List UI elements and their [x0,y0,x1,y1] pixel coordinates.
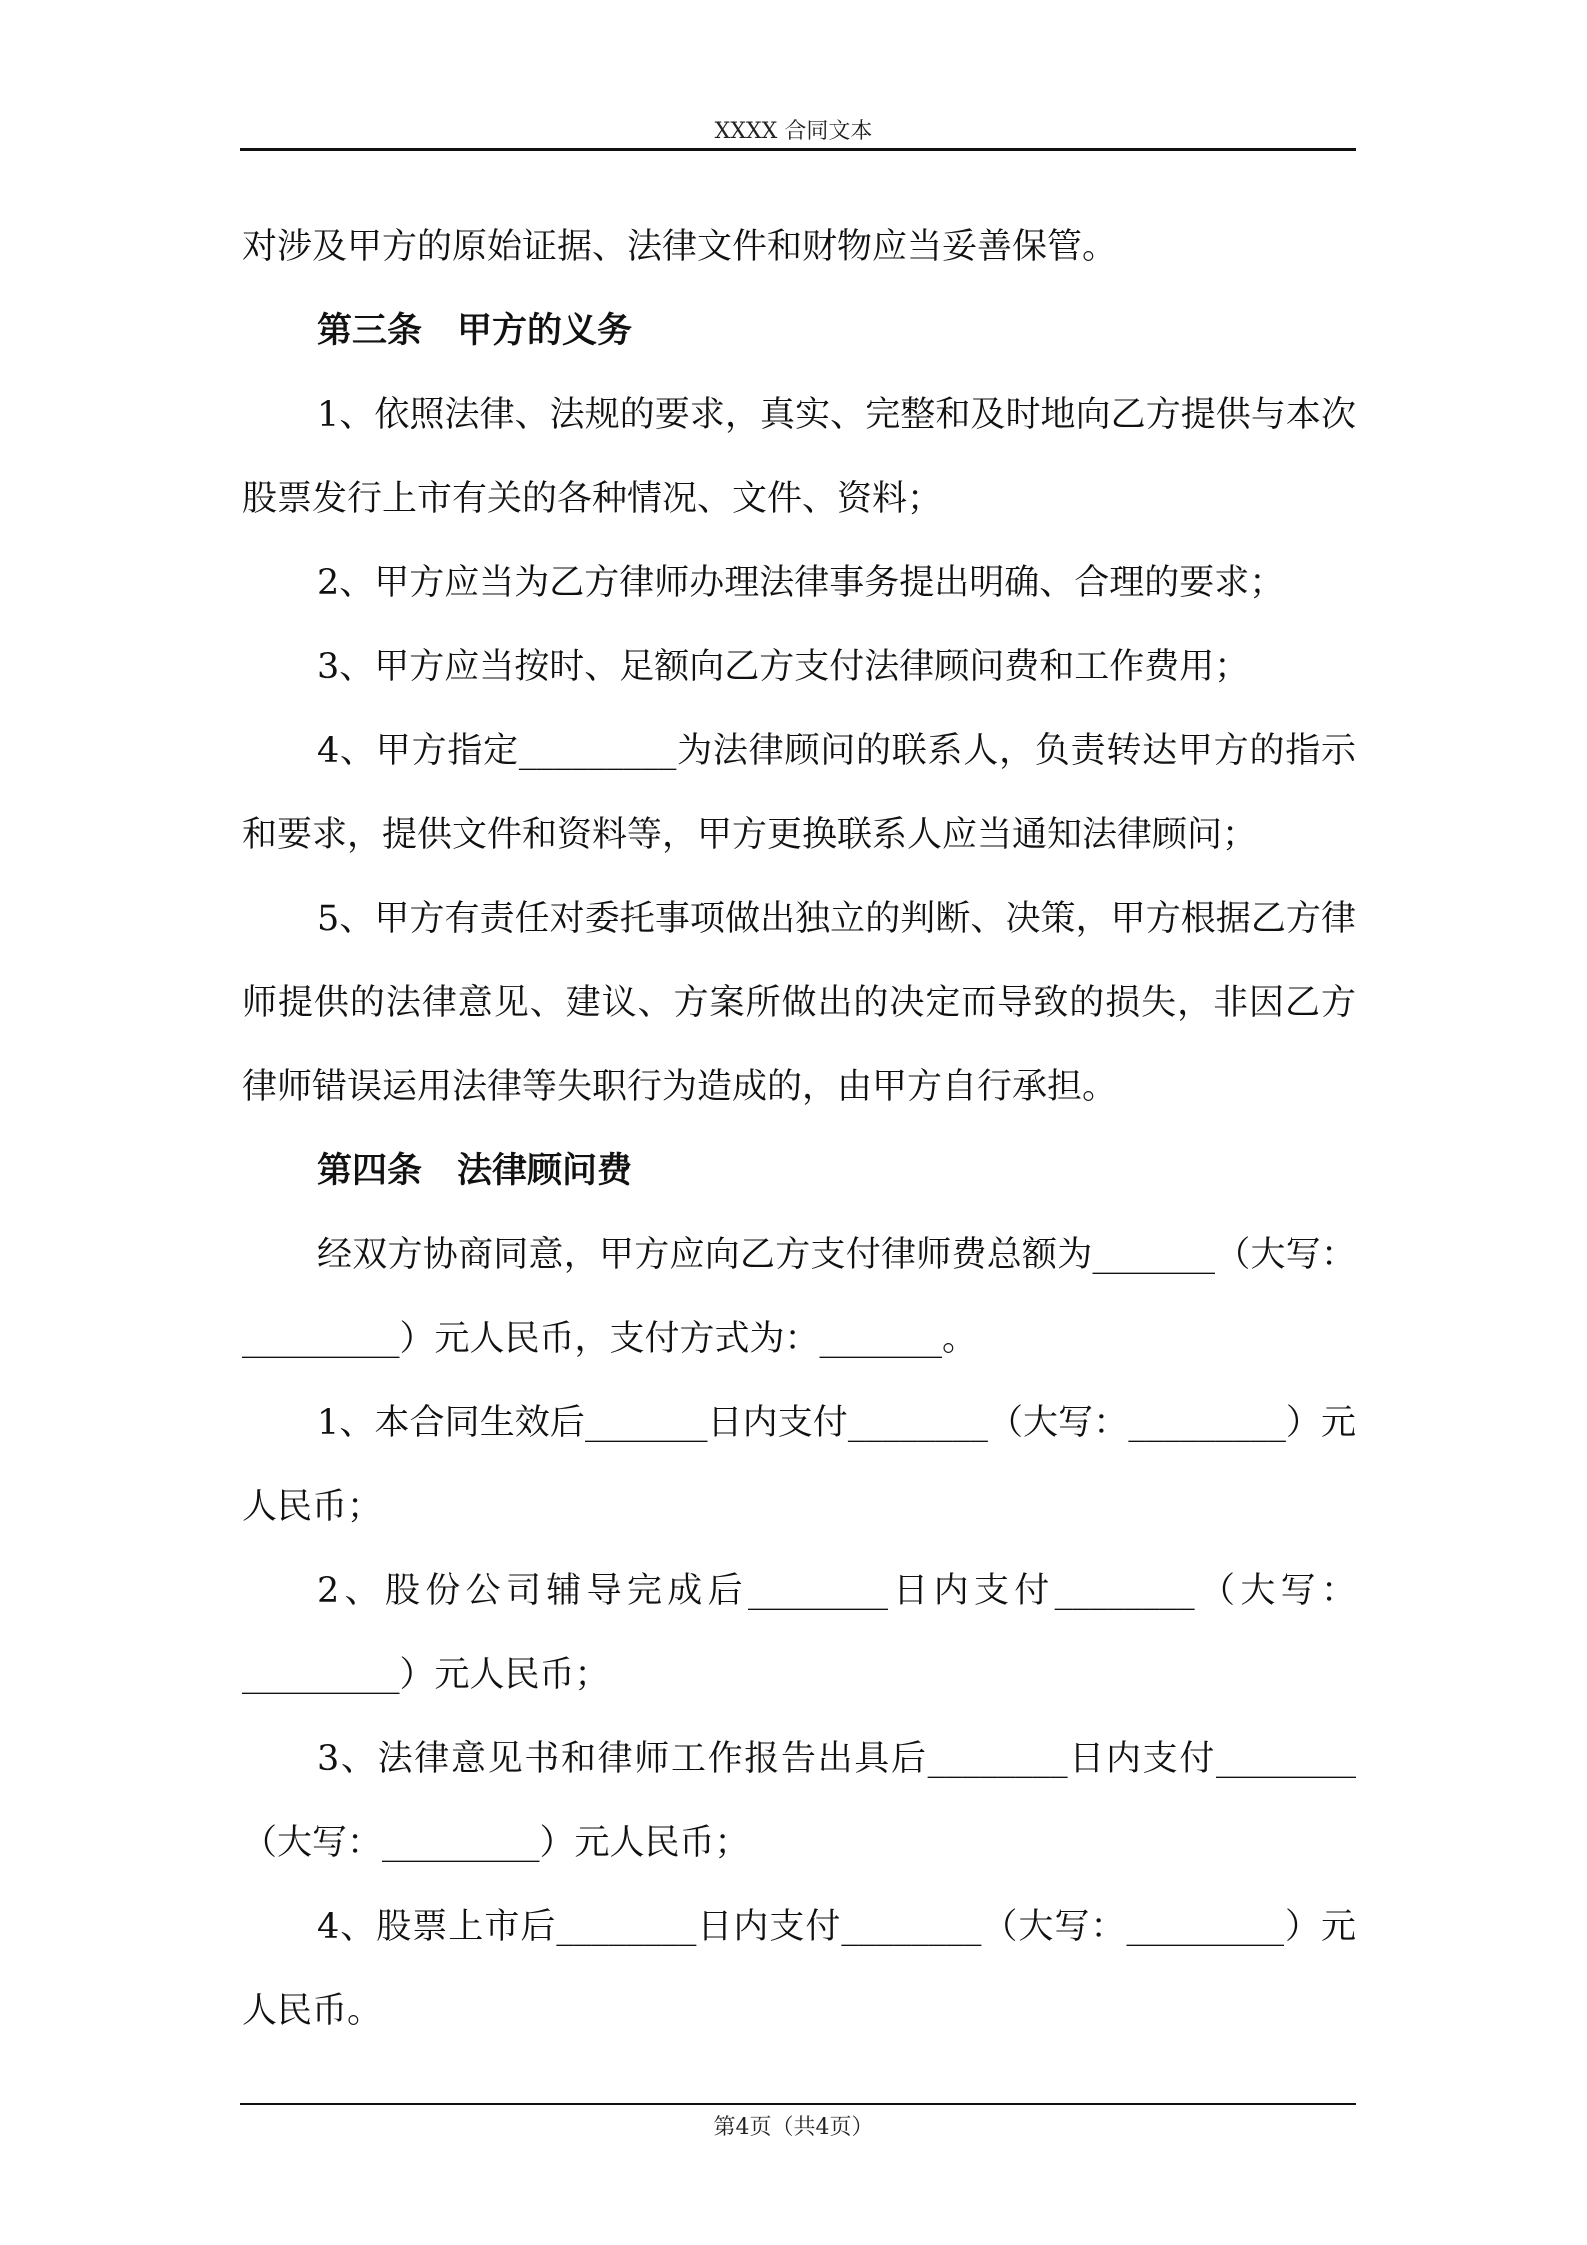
article-3-item-5: 5、甲方有责任对委托事项做出独立的判断、决策，甲方根据乙方律师提供的法律意见、建议、方案所做出的决定而导致的损失，非因乙方律师错误运用法律等失职行为造成的，由甲方自行承担。 [242,899,1356,1107]
page-footer: 第4页（共4页） [713,2115,874,2140]
article-3-item-4: 4、甲方指定_________为法律顾问的联系人，负责转达甲方的指示和要求，提供文件和资料等，甲方更换联系人应当通知法律顾问； [242,731,1356,855]
article-4-intro: 经双方协商同意，甲方应向乙方支付律师费总额为_______（大写：_________）元人民币，支付方式为：_______。 [242,1235,1356,1359]
article-3-item-2: 2、甲方应当为乙方律师办理法律事务提出明确、合理的要求； [317,563,1285,603]
article-3-item-1: 1、依照法律、法规的要求，真实、完整和及时地向乙方提供与本次股票发行上市有关的各种情况、文件、资料； [242,395,1356,519]
footer-rule [240,2103,1356,2105]
header-rule [240,148,1356,151]
article-3-item-3: 3、甲方应当按时、足额向乙方支付法律顾问费和工作费用； [317,647,1250,687]
article-4-number: 第四条 [317,1150,423,1191]
article-4-item-3: 3、法律意见书和律师工作报告出具后________日内支付________（大写：_________）元人民币； [242,1739,1356,1863]
article-4-heading [242,1129,1356,1213]
document-body [242,205,1356,2053]
article-4-title: 法律顾问费 [457,1150,633,1191]
article-4-item-2: 2、股份公司辅导完成后________日内支付________（大写：_________）元人民币； [242,1571,1356,1695]
article-3-number: 第三条 [317,310,423,351]
article-4-item-4: 4、股票上市后________日内支付________（大写：_________）元人民币。 [242,1907,1356,2031]
article-4-item-1: 1、本合同生效后_______日内支付________（大写：_________）元人民币； [242,1403,1356,1527]
page-header: XXXX 合同文本 [714,119,873,144]
article-3-heading [242,289,1356,373]
article-3-title: 甲方的义务 [457,310,633,351]
paragraph-continued: 对涉及甲方的原始证据、法律文件和财物应当妥善保管。 [242,227,1118,267]
